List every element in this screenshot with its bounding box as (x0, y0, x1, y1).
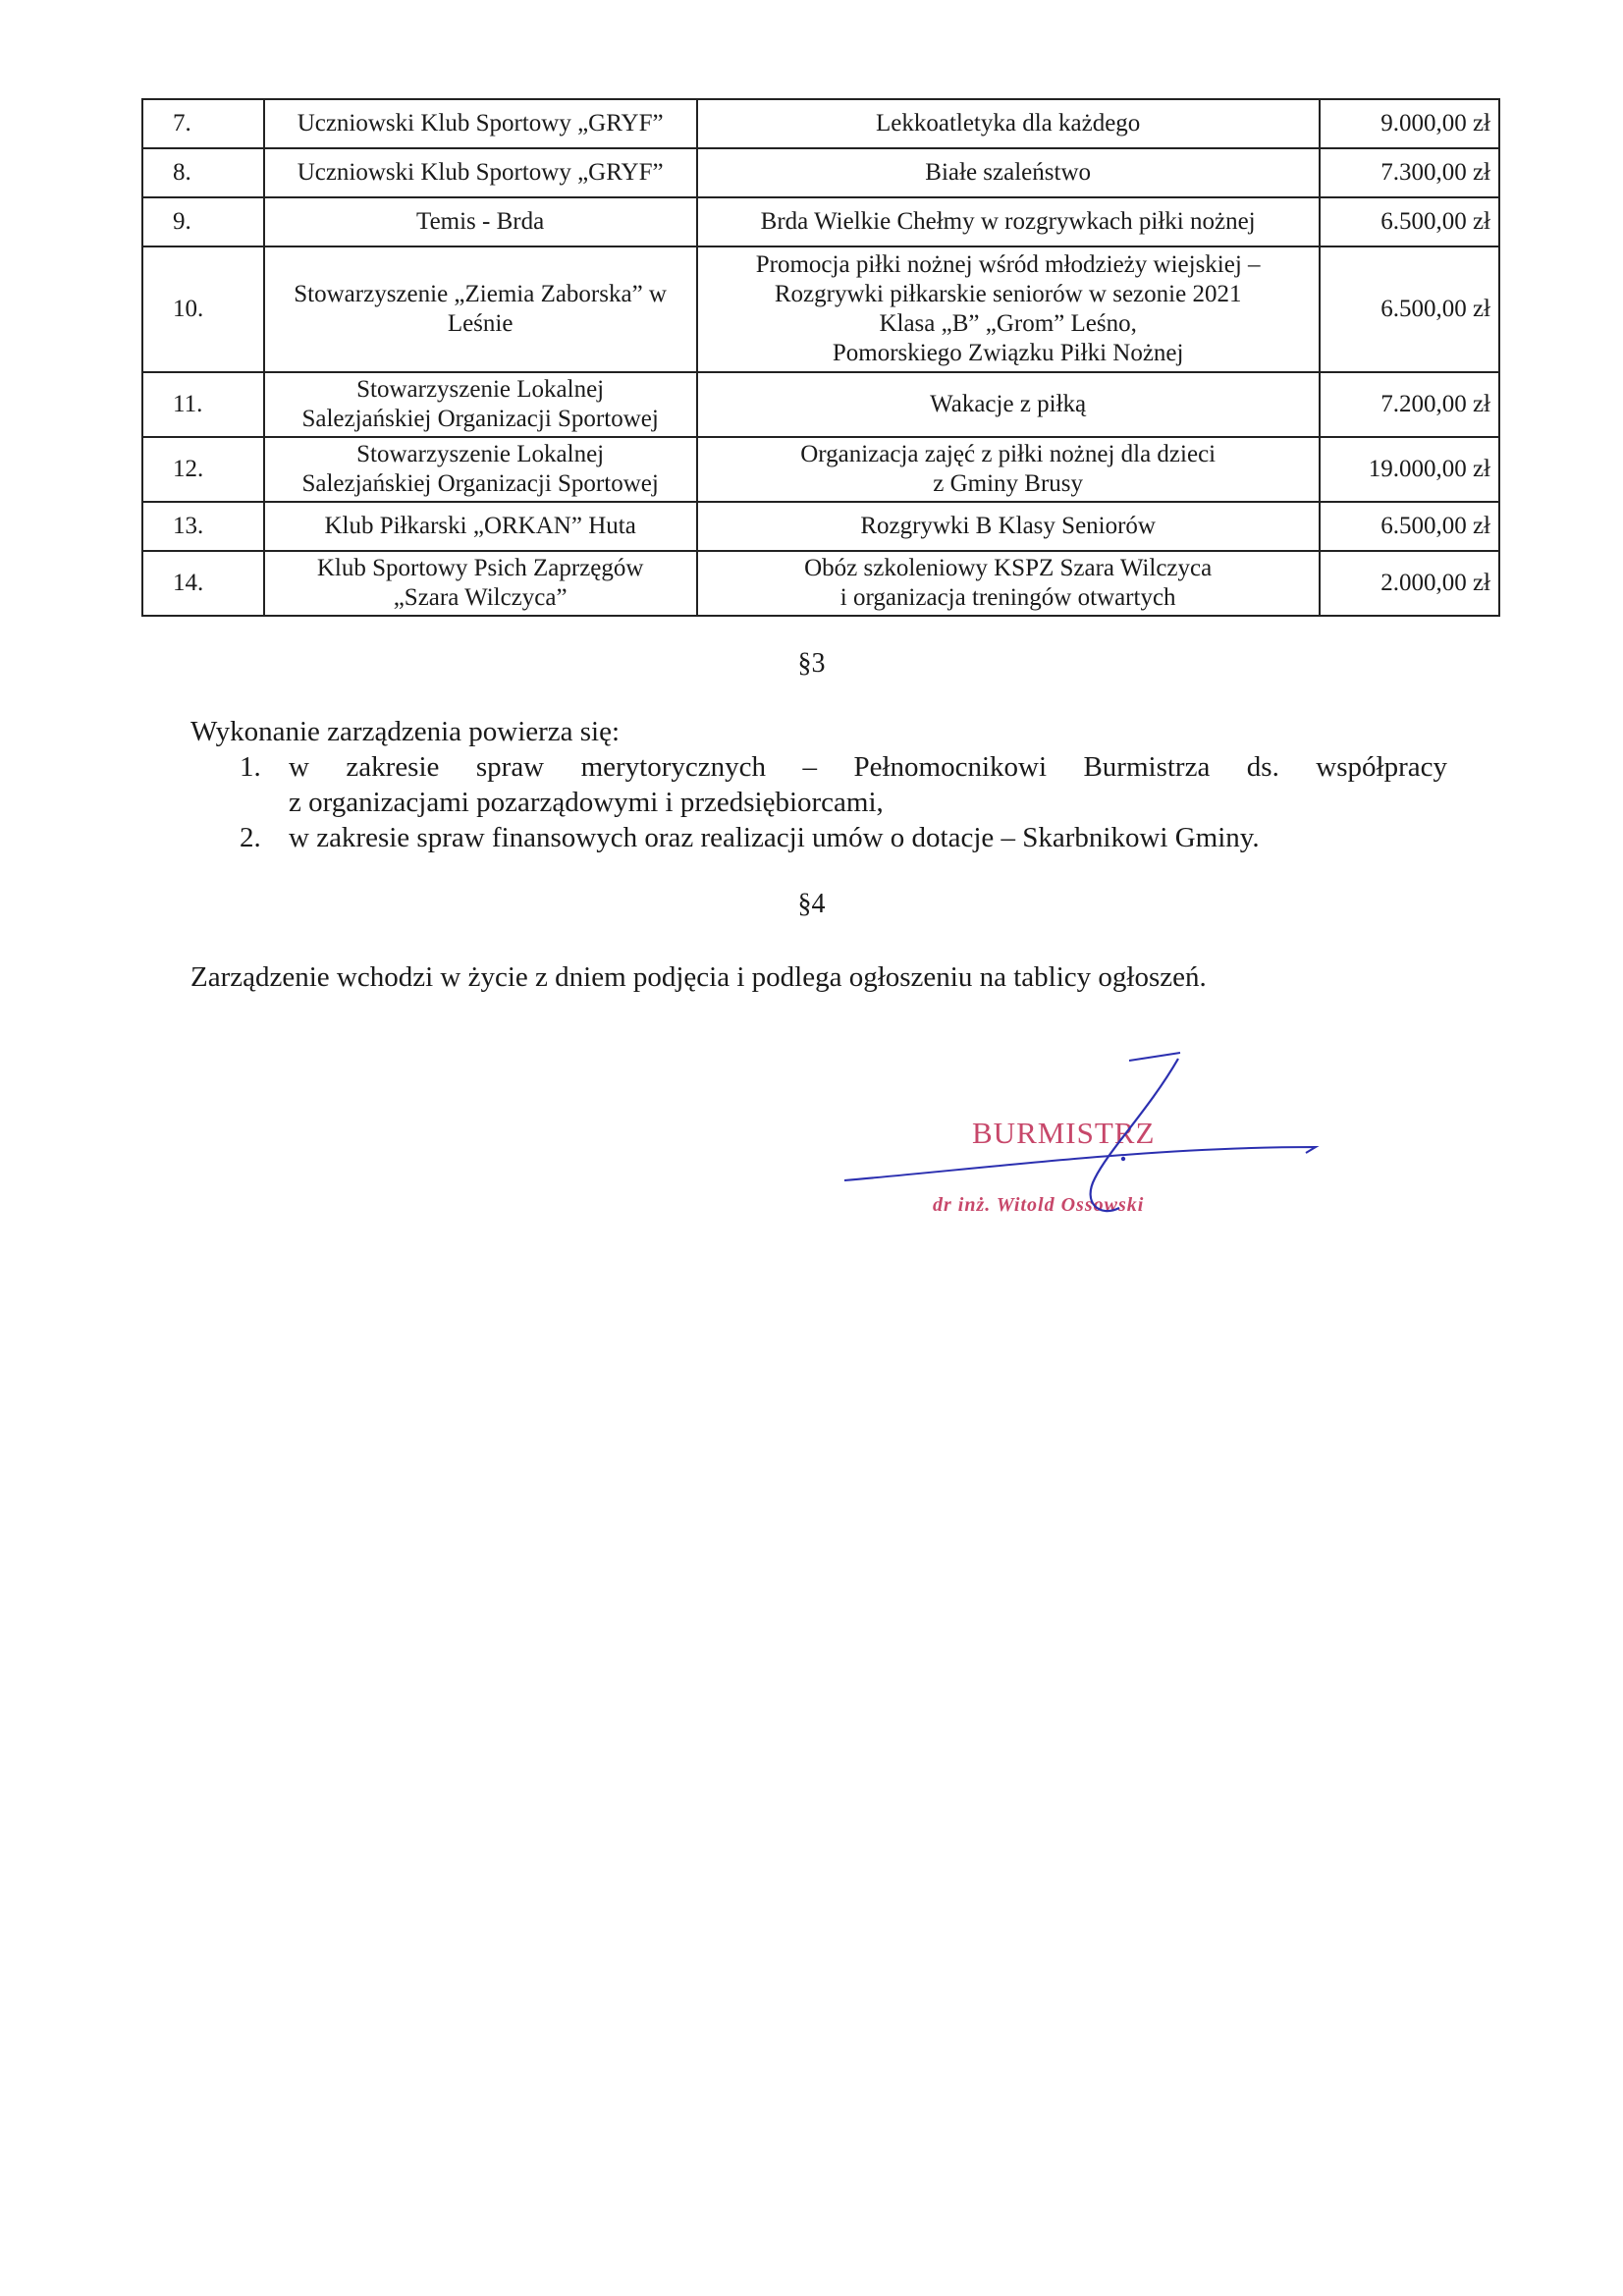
amount-cell: 7.300,00 zł (1320, 148, 1499, 197)
signature-stroke (1091, 1059, 1178, 1211)
amount-cell: 19.000,00 zł (1320, 437, 1499, 502)
list-item-text-continued: z organizacjami pozarządowymi i przedsiębiorcami, (289, 787, 884, 818)
row-number: 7. (142, 99, 264, 148)
signature-underline (844, 1147, 1316, 1180)
task-line: Klasa „B” „Grom” Leśno, (879, 310, 1137, 337)
row-number: 13. (142, 502, 264, 551)
signature-dot (1121, 1157, 1125, 1161)
organization-line: Salezjańskiej Organizacji Sportowej (301, 470, 659, 497)
task-cell (697, 551, 1320, 616)
table-row (142, 197, 1499, 246)
list-item (240, 749, 1447, 820)
amount-cell: 6.500,00 zł (1320, 197, 1499, 246)
organization-cell (264, 437, 697, 502)
organization-line: Salezjańskiej Organizacji Sportowej (301, 406, 659, 432)
list-item-text: w zakresie spraw finansowych oraz realizacji umów o dotacje – Skarbnikowi Gminy. (289, 822, 1260, 853)
section-4-heading: §4 (797, 889, 826, 919)
organization-line: „Szara Wilczyca” (393, 584, 568, 611)
amount-cell: 6.500,00 zł (1320, 502, 1499, 551)
task-cell: Białe szaleństwo (697, 148, 1320, 197)
organization-cell: Uczniowski Klub Sportowy „GRYF” (264, 148, 697, 197)
organization-line: Stowarzyszenie „Ziemia Zaborska” w (294, 281, 667, 307)
list-item (240, 820, 1447, 855)
signature-stroke (1129, 1053, 1180, 1061)
row-number: 8. (142, 148, 264, 197)
list-item-number: 1. (240, 751, 261, 783)
table-row (142, 148, 1499, 197)
row-number: 12. (142, 437, 264, 502)
section-3-heading: §3 (797, 648, 826, 679)
organization-cell: Temis - Brda (264, 197, 697, 246)
organization-line: Klub Sportowy Psich Zaprzęgów (316, 555, 644, 581)
organization-cell: Uczniowski Klub Sportowy „GRYF” (264, 99, 697, 148)
amount-cell: 6.500,00 zł (1320, 246, 1499, 372)
amount-cell: 7.200,00 zł (1320, 372, 1499, 437)
section-3-intro: Wykonanie zarządzenia powierza się: (190, 716, 621, 747)
task-line: Promocja piłki nożnej wśród młodzieży wiejskiej – (755, 251, 1261, 278)
list-item-number: 2. (240, 822, 261, 853)
section-4-text: Zarządzenie wchodzi w życie z dniem podjęcia i podlega ogłoszeniu na tablicy ogłoszeń. (190, 961, 1207, 993)
task-cell: Lekkoatletyka dla każdego (697, 99, 1320, 148)
task-cell: Rozgrywki B Klasy Seniorów (697, 502, 1320, 551)
amount-cell: 2.000,00 zł (1320, 551, 1499, 616)
amount-cell: 9.000,00 zł (1320, 99, 1499, 148)
organization-line: Leśnie (447, 310, 514, 337)
table-row (142, 99, 1499, 148)
task-cell (697, 246, 1320, 372)
row-number: 9. (142, 197, 264, 246)
task-cell: Brda Wielkie Chełmy w rozgrywkach piłki nożnej (697, 197, 1320, 246)
organization-cell (264, 246, 697, 372)
list-item-text: w zakresie spraw merytorycznych – Pełnomocnikowi Burmistrza ds. współpracy (289, 751, 1447, 783)
task-line: Obóz szkoleniowy KSPZ Szara Wilczyca (804, 555, 1213, 581)
table-row (142, 551, 1499, 616)
organization-cell: Klub Piłkarski „ORKAN” Huta (264, 502, 697, 551)
handwritten-signature (825, 1031, 1335, 1228)
table-row (142, 246, 1499, 372)
task-line: Organizacja zajęć z piłki nożnej dla dzieci (800, 441, 1217, 467)
table-row (142, 502, 1499, 551)
organization-cell (264, 372, 697, 437)
task-line: Pomorskiego Związku Piłki Nożnej (832, 340, 1184, 366)
mayor-stamp-name: dr inż. Witold Ossowski (933, 1194, 1145, 1216)
task-line: z Gminy Brusy (933, 470, 1084, 497)
organization-line: Stowarzyszenie Lokalnej (356, 376, 605, 403)
organization-cell (264, 551, 697, 616)
row-number: 10. (142, 246, 264, 372)
responsibility-list (240, 749, 1447, 855)
organization-line: Stowarzyszenie Lokalnej (356, 441, 605, 467)
grants-table (141, 98, 1500, 617)
row-number: 11. (142, 372, 264, 437)
mayor-stamp-title: BURMISTRZ (972, 1116, 1156, 1150)
task-line: Rozgrywki piłkarskie seniorów w sezonie 2021 (774, 281, 1242, 307)
table-row (142, 372, 1499, 437)
task-line: i organizacja treningów otwartych (839, 584, 1176, 611)
task-cell (697, 437, 1320, 502)
row-number: 14. (142, 551, 264, 616)
table-row (142, 437, 1499, 502)
task-cell: Wakacje z piłką (697, 372, 1320, 437)
